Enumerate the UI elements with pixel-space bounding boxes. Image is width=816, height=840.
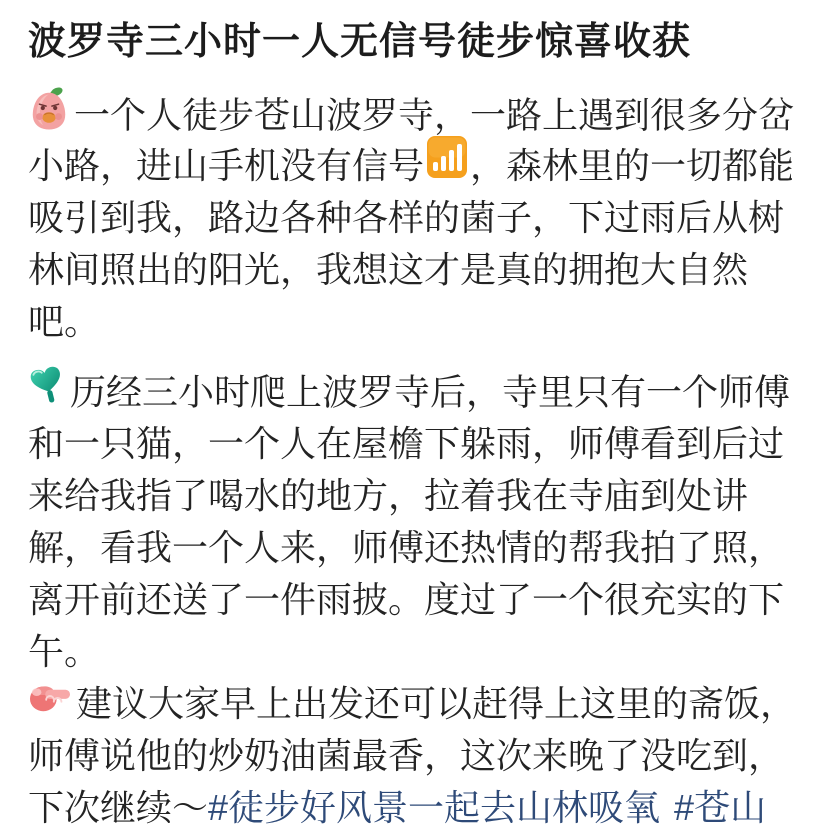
text-segment: 历经三小时爬上波罗寺后，寺里只有一个师傅 xyxy=(70,371,791,413)
post-detail-page xyxy=(0,20,816,840)
hashtag-link-cangshan[interactable]: #苍山 xyxy=(674,787,767,828)
text-line: 林间照出的阳光，我想这才是真的拥抱大自然 xyxy=(28,249,749,290)
hashtag-link-hiking-topic[interactable]: #徒步好风景一起去山林吸氧 xyxy=(208,787,661,828)
text-line: 午。 xyxy=(28,631,101,672)
text-line: 吸引到我，路边各种各样的菌子，下过雨后从树 xyxy=(28,197,785,238)
text-line: 离开前还送了一件雨披。度过了一个很充实的下 xyxy=(28,579,785,620)
paragraph-2 xyxy=(28,366,794,678)
paragraph-1 xyxy=(28,88,794,348)
text-segment: 建议大家早上出发还可以赶得上这里的斋饭， xyxy=(76,683,797,724)
text-segment: 小路，进山手机没有信号 xyxy=(28,145,425,186)
text-line: 来给我指了喝水的地方，拉着我在寺庙到处讲 xyxy=(28,475,749,516)
text-line: 师傅说他的炒奶油菌最香，这次来晚了没吃到， xyxy=(28,735,785,776)
text-segment: ，森林里的一切都能 xyxy=(470,145,795,186)
text-line: 和一只猫，一个人在屋檐下躲雨，师傅看到后过 xyxy=(28,423,785,464)
pointing-right-hand-emoji xyxy=(28,676,72,730)
text-line xyxy=(28,366,794,418)
post-title: 波罗寺三小时一人无信号徒步惊喜收获 xyxy=(28,21,692,63)
peach-character-emoji xyxy=(28,85,70,145)
text-line: 吧。 xyxy=(28,301,101,342)
text-line xyxy=(28,88,794,140)
text-line xyxy=(28,782,794,834)
text-line xyxy=(28,678,797,730)
text-segment: 下次继续～ xyxy=(28,787,209,828)
signal-bars-emoji xyxy=(427,136,467,192)
paragraph-3 xyxy=(28,678,797,834)
text-line: 解，看我一个人来，师傅还热情的帮我拍了照， xyxy=(28,527,785,568)
text-segment: 一个人徒步苍山波罗寺，一路上遇到很多分岔 xyxy=(74,94,795,136)
seedling-emoji xyxy=(28,363,66,421)
text-line xyxy=(28,140,794,192)
